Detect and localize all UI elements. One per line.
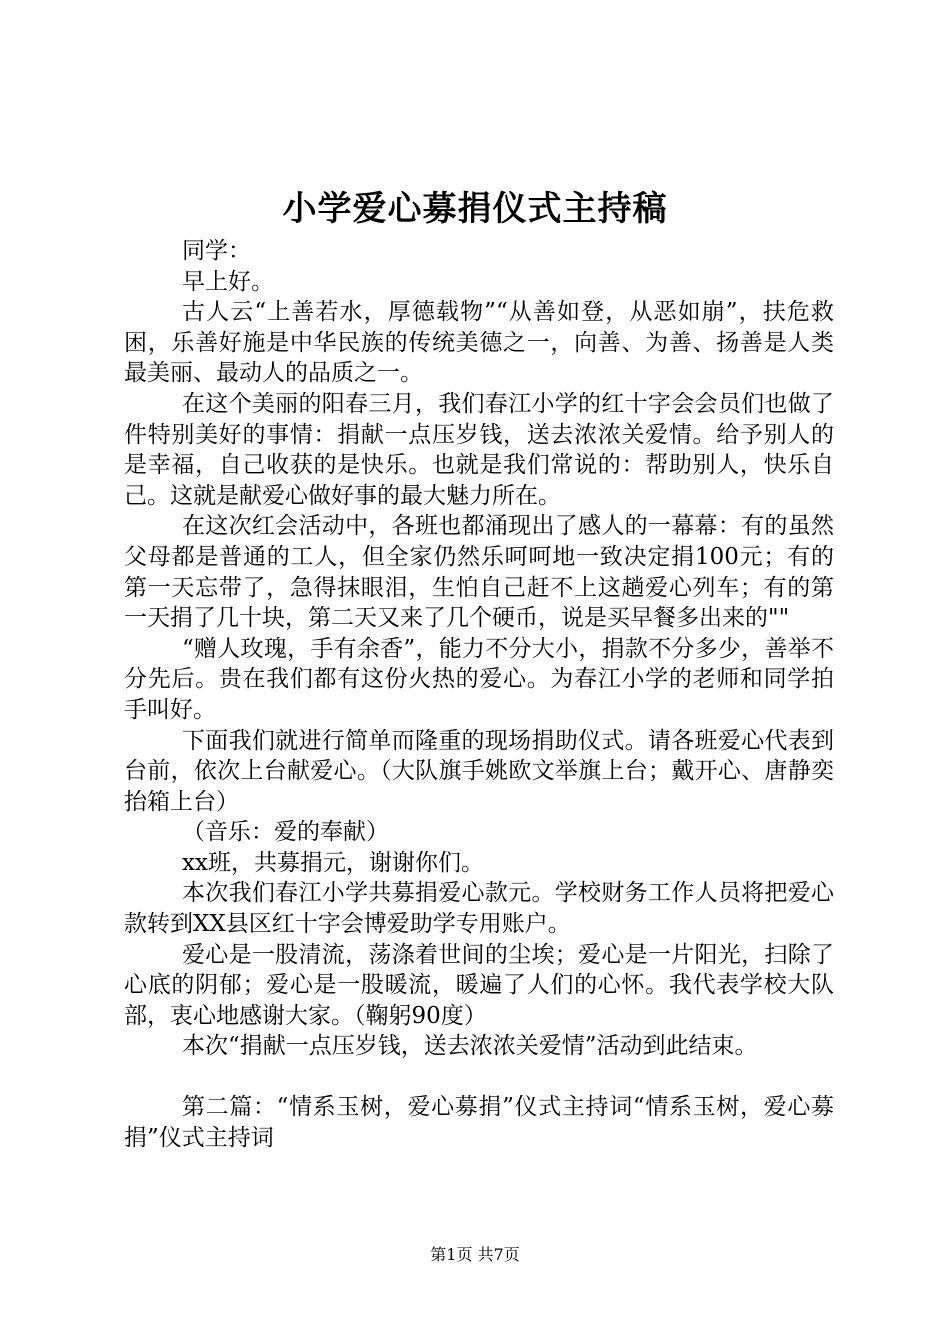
closing-paragraph: 本次“捐献一点压岁钱，送去浓浓关爱情”活动到此结束。 <box>182 1033 758 1060</box>
body-paragraph: xx班，共募捐元，谢谢你们。 <box>182 849 484 876</box>
good-morning-paragraph: 早上好。 <box>182 268 274 295</box>
body-paragraph: “赠人玫瑰，手有余香”，能力不分大小，捐款不分多少，善举不分先后。贵在我们都有这份火热的爱心。为春江小学的老师和同学拍手叫好。 <box>124 635 834 723</box>
music-note-paragraph: （音乐：爱的奉献） <box>182 819 389 846</box>
body-paragraph: 在这次红会活动中，各班也都涌现出了感人的一幕幕：有的虽然父母都是普通的工人，但全家仍然乐呵呵地一致决定捐100元；有的第一天忘带了，急得抹眼泪，生怕自己赶不上这趟爱心列车；有的第一天捐了几十块，第二天又来了几个硬币，说是买早餐多出来的"" <box>124 513 834 632</box>
body-paragraph: 在这个美丽的阳春三月，我们春江小学的红十字会会员们也做了件特别美好的事情：捐献一点压岁钱，送去浓浓关爱情。给予别人的是幸福，自己收获的是快乐。也就是我们常说的：帮助别人，快乐自己。这就是献爱心做好事的最大魅力所在。 <box>124 390 834 509</box>
document-body <box>124 236 834 1153</box>
body-paragraph: 爱心是一股清流，荡涤着世间的尘埃；爱心是一片阳光，扫除了心底的阴郁；爱心是一股暖流，暖遍了人们的心怀。我代表学校大队部，衷心地感谢大家。（鞠躬90度） <box>124 941 834 1029</box>
body-paragraph: 本次我们春江小学共募捐爱心款元。学校财务工作人员将把爱心款转到XX县区红十字会博爱助学专用账户。 <box>124 880 834 938</box>
document-title: 小学爱心募捐仪式主持稿 <box>282 189 668 229</box>
second-article-heading: 第二篇：“情系玉树，爱心募捐”仪式主持词“情系玉树，爱心募捐”仪式主持词 <box>124 1094 834 1151</box>
body-paragraph: 下面我们就进行简单而隆重的现场捐助仪式。请各班爱心代表到台前，依次上台献爱心。（大队旗手姚欧文举旗上台；戴开心、唐静奕抬箱上台） <box>124 727 834 815</box>
greeting-paragraph: 同学： <box>182 238 251 264</box>
page-number-footer: 第1页 共7页 <box>430 1245 520 1264</box>
body-paragraph: 古人云“上善若水，厚德载物”“从善如登，从恶如崩”，扶危救困，乐善好施是中华民族的传统美德之一，向善、为善、扬善是人类最美丽、最动人的品质之一。 <box>124 299 834 387</box>
